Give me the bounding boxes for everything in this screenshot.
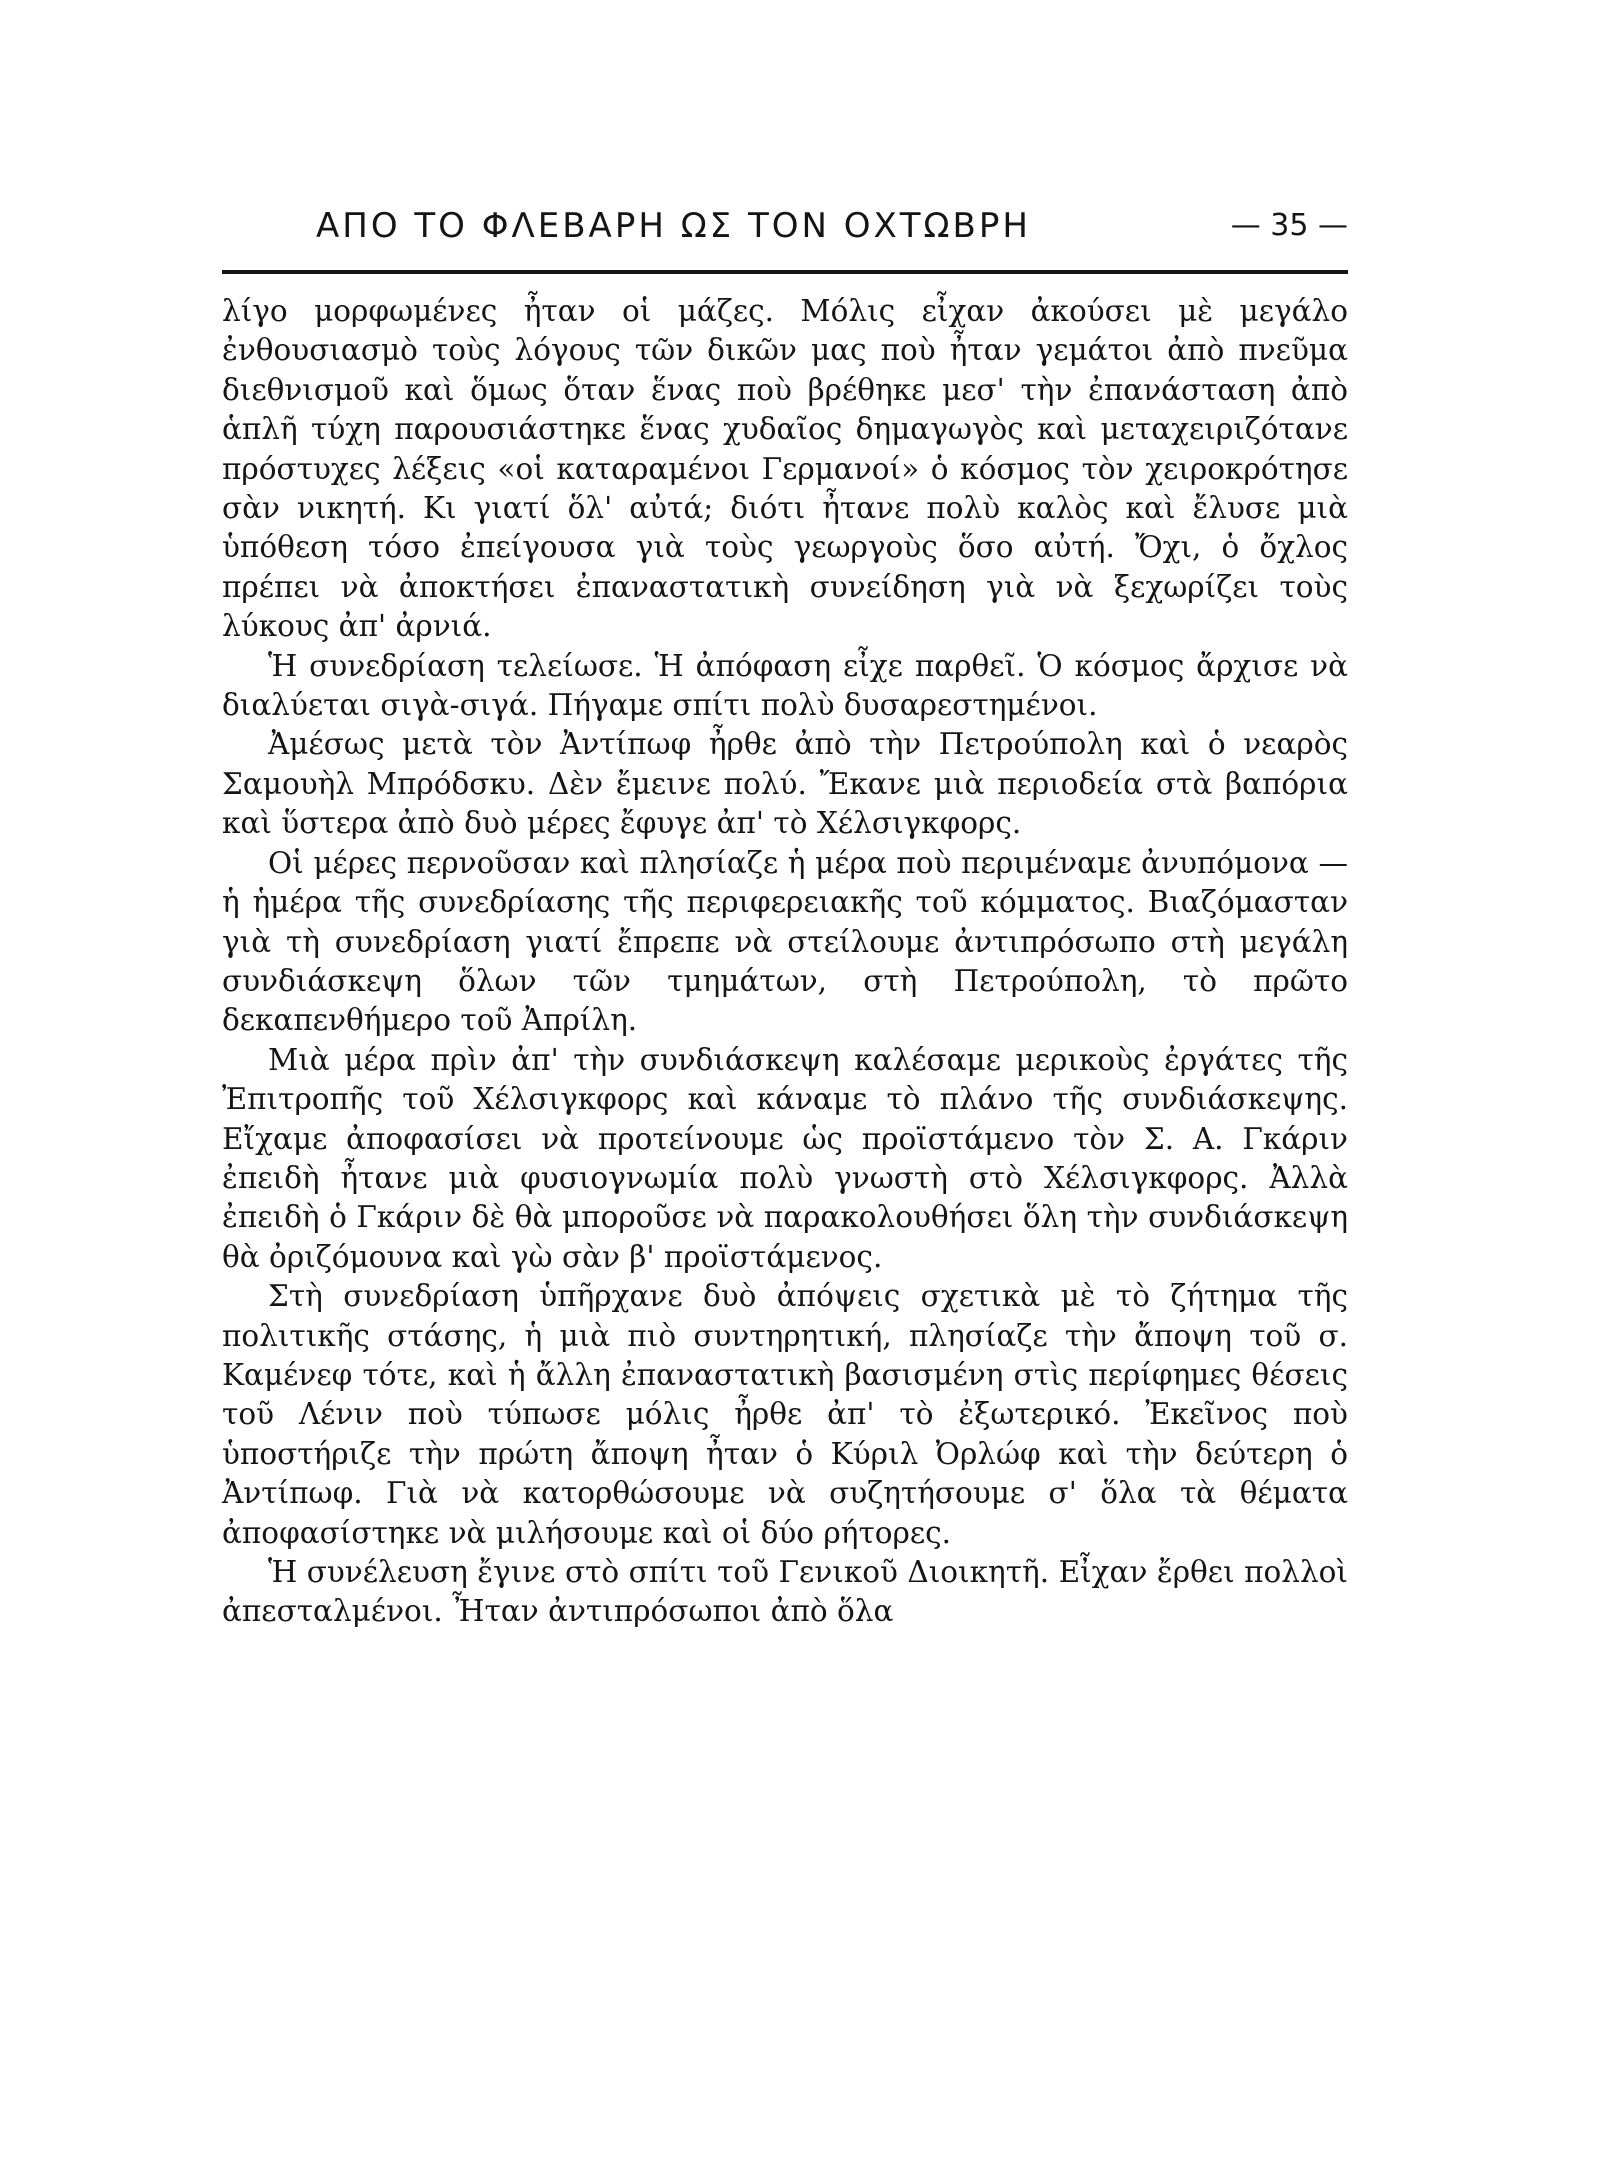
page-header	[222, 206, 1348, 266]
paragraph: Ἡ συνέλευση ἔγινε στὸ σπίτι τοῦ Γενικοῦ Διοικητῆ. Εἶχαν ἔρθει πολλοὶ ἀπεσταλμένοι. Ἦταν ἀντιπρόσωποι ἀπὸ ὅλα	[222, 1555, 1348, 1629]
running-title: ΑΠΟ ΤΟ ΦΛΕΒΑΡΗ ΩΣ ΤΟΝ ΟΧΤΩΒΡΗ	[316, 206, 1031, 246]
paragraph: Ἡ συνεδρίαση τελείωσε. Ἡ ἀπόφαση εἶχε παρθεῖ. Ὁ κόσμος ἄρχισε νὰ διαλύεται σιγὰ-σιγά. Πήγαμε σπίτι πολὺ δυσαρεστημένοι.	[222, 648, 1348, 723]
header-rule	[222, 270, 1348, 274]
page-number: — 35 —	[1230, 208, 1348, 243]
paragraph: Ἀμέσως μετὰ τὸν Ἀντίπωφ ἦρθε ἀπὸ τὴν Πετρούπολη καὶ ὁ νεαρὸς Σαμουὴλ Μπρόδσκυ. Δὲν ἔμεινε πολύ. Ἔκανε μιὰ περιοδεία στὰ βαπόρια καὶ ὕστερα ἀπὸ δυὸ μέρες ἔφυγε ἀπ' τὸ Χέλσιγκφορς.	[222, 727, 1348, 841]
paragraph: Μιὰ μέρα πρὶν ἀπ' τὴν συνδιάσκεψη καλέσαμε μερικοὺς ἐργάτες τῆς Ἐπιτροπῆς τοῦ Χέλσιγκφορς καὶ κάναμε τὸ πλάνο τῆς συνδιάσκεψης. Εἴχαμε ἀποφασίσει νὰ προτείνουμε ὡς προϊστάμενο τὸν Σ. Α. Γκάριν ἐπειδὴ ἦτανε μιὰ φυσιογνωμία πολὺ γνωστὴ στὸ Χέλσιγκφορς. Ἀλλὰ ἐπειδὴ ὁ Γκάριν δὲ θὰ μποροῦσε νὰ παρακολουθήσει ὅλη τὴν συνδιάσκεψη θὰ ὀριζόμουνα καὶ γὼ σὰν β' προϊστάμενος.	[222, 1042, 1348, 1274]
body-text	[222, 292, 1348, 1632]
paragraph: Οἱ μέρες περνοῦσαν καὶ πλησίαζε ἡ μέρα ποὺ περιμέναμε ἀνυπόμονα — ἡ ἡμέρα τῆς συνεδρίασης τῆς περιφερειακῆς τοῦ κόμματος. Βιαζόμασταν γιὰ τὴ συνεδρίαση γιατί ἔπρεπε νὰ στείλουμε ἀντιπρόσωπο στὴ μεγάλη συνδιάσκεψη ὅλων τῶν τμημάτων, στὴ Πετρούπολη, τὸ πρῶτο δεκαπενθήμερο τοῦ Ἀπρίλη.	[222, 845, 1348, 1038]
paragraph: λίγο μορφωμένες ἦταν οἱ μάζες. Μόλις εἶχαν ἀκούσει μὲ μεγάλο ἐνθουσιασμὸ τοὺς λόγους τῶν δικῶν μας ποὺ ἦταν γεμάτοι ἀπὸ πνεῦμα διεθνισμοῦ καὶ ὅμως ὅταν ἕνας ποὺ βρέθηκε μεσ' τὴν ἐπανάσταση ἀπὸ ἁπλῆ τύχη παρουσιάστηκε ἕνας χυδαῖος δημαγωγὸς καὶ μεταχειριζότανε πρόστυχες λέξεις «οἱ καταραμένοι Γερμανοί» ὁ κόσμος τὸν χειροκρότησε σὰν νικητή. Κι γιατί ὅλ' αὐτά; διότι ἦτανε πολὺ καλὸς καὶ ἔλυσε μιὰ ὑπόθεση τόσο ἐπείγουσα γιὰ τοὺς γεωργοὺς ὅσο αὐτή. Ὄχι, ὁ ὄχλος πρέπει νὰ ἀποκτήσει ἐπαναστατικὴ συνείδηση γιὰ νὰ ξεχωρίζει τοὺς λύκους ἀπ' ἀρνιά.	[222, 294, 1348, 644]
paragraph: Στὴ συνεδρίαση ὑπῆρχανε δυὸ ἀπόψεις σχετικὰ μὲ τὸ ζήτημα τῆς πολιτικῆς στάσης, ἡ μιὰ πιὸ συντηρητική, πλησίαζε τὴν ἄποψη τοῦ σ. Καμένεφ τότε, καὶ ἡ ἄλλη ἐπαναστατικὴ βασισμένη στὶς περίφημες θέσεις τοῦ Λένιν ποὺ τύπωσε μόλις ἦρθε ἀπ' τὸ ἐξωτερικό. Ἐκεῖνος ποὺ ὑποστήριζε τὴν πρώτη ἄποψη ἦταν ὁ Κύριλ Ὀρλώφ καὶ τὴν δεύτερη ὁ Ἀντίπωφ. Γιὰ νὰ κατορθώσουμε νὰ συζητήσουμε σ' ὅλα τὰ θέματα ἀποφασίστηκε νὰ μιλήσουμε καὶ οἱ δύο ρήτορες.	[222, 1279, 1348, 1550]
